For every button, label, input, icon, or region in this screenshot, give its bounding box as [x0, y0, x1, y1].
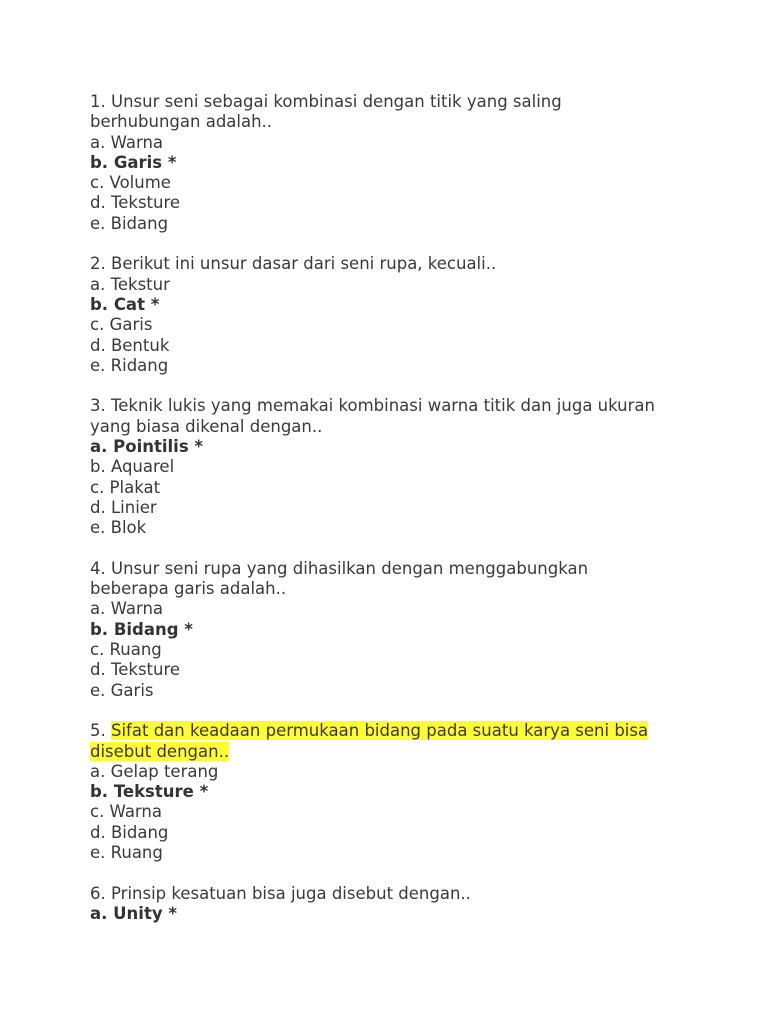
question-text-line	[90, 112, 690, 132]
answer-option: d. Teksture	[90, 660, 181, 680]
question-number: 6.	[90, 883, 106, 903]
answer-option: e. Ridang	[90, 355, 169, 375]
question-text: beberapa garis adalah..	[90, 579, 287, 599]
answer-option: e. Ruang	[90, 842, 163, 862]
answer-option: c. Volume	[90, 173, 171, 193]
question-text: Berikut ini unsur dasar dari seni rupa, kecuali..	[111, 254, 497, 274]
answer-option: d. Bentuk	[90, 335, 170, 355]
question-text-line	[90, 92, 690, 112]
question-5	[90, 721, 690, 863]
question-3	[90, 396, 690, 538]
answer-option: d. Teksture	[90, 193, 181, 213]
answer-option: a. Tekstur	[90, 274, 170, 294]
answer-option-correct: b. Garis *	[90, 152, 177, 172]
answer-option: e. Garis	[90, 680, 154, 700]
highlighted-question-text: disebut dengan..	[90, 741, 230, 761]
answer-option-correct: b. Bidang *	[90, 619, 193, 639]
answer-option: a. Warna	[90, 599, 164, 619]
question-text: Prinsip kesatuan bisa juga disebut dengan..	[111, 883, 471, 903]
answer-option-correct: a. Unity *	[90, 903, 177, 923]
answer-option-correct: b. Cat *	[90, 294, 160, 314]
question-4	[90, 559, 690, 701]
question-text-line	[90, 579, 690, 599]
question-1	[90, 92, 690, 234]
highlighted-question-text: Sifat dan keadaan permukaan bidang pada suatu karya seni bisa	[111, 721, 649, 741]
answer-option: d. Bidang	[90, 822, 169, 842]
question-number: 2.	[90, 254, 106, 274]
answer-option-correct: b. Teksture *	[90, 782, 209, 802]
question-number: 3.	[90, 396, 106, 416]
question-number: 5.	[90, 721, 106, 741]
answer-option: a. Warna	[90, 132, 164, 152]
question-number: 4.	[90, 558, 106, 578]
question-text-line	[90, 559, 690, 579]
question-2	[90, 254, 690, 376]
question-text: Unsur seni rupa yang dihasilkan dengan menggabungkan	[111, 558, 589, 578]
question-text-line	[90, 742, 690, 762]
answer-option: a. Gelap terang	[90, 761, 219, 781]
answer-option: c. Ruang	[90, 640, 162, 660]
answer-option: c. Plakat	[90, 477, 161, 497]
answer-option-correct: a. Pointilis *	[90, 437, 204, 457]
question-text-line	[90, 396, 690, 416]
answer-option: c. Warna	[90, 802, 162, 822]
question-6	[90, 884, 690, 925]
question-text: berhubungan adalah..	[90, 112, 273, 132]
answer-option: d. Linier	[90, 497, 157, 517]
question-text-line	[90, 254, 690, 274]
question-number: 1.	[90, 92, 106, 111]
question-text-line	[90, 417, 690, 437]
answer-option: c. Garis	[90, 315, 153, 335]
question-list	[90, 92, 690, 924]
answer-option: e. Bidang	[90, 213, 169, 233]
answer-option: b. Aquarel	[90, 457, 175, 477]
question-text: Unsur seni sebagai kombinasi dengan titik yang saling	[111, 92, 562, 111]
answer-option: e. Blok	[90, 518, 147, 538]
question-text: Teknik lukis yang memakai kombinasi warna titik dan juga ukuran	[111, 396, 655, 416]
quiz-document	[90, 92, 690, 944]
question-text-line	[90, 884, 690, 904]
question-text-line	[90, 721, 690, 741]
question-text: yang biasa dikenal dengan..	[90, 416, 323, 436]
